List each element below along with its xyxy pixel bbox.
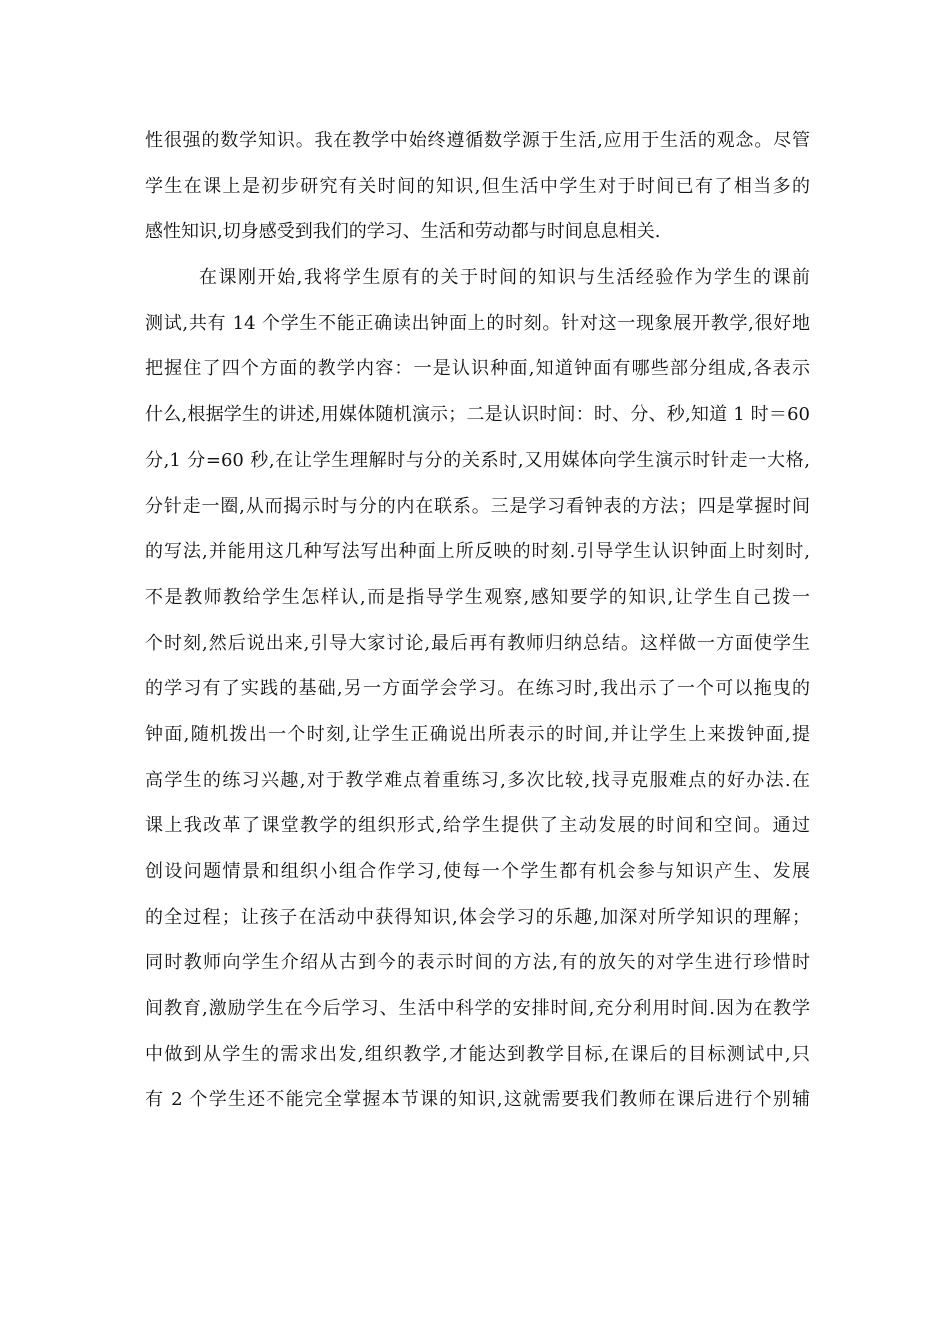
text-line: 创设问题情景和组织小组合作学习,使每一个学生都有机会参与知识产生、发展 — [145, 861, 810, 882]
text-line: 感性知识,切身感受到我们的学习、生活和劳动都与时间息息相关. — [145, 221, 661, 243]
paragraph — [145, 118, 810, 255]
body-text — [145, 118, 810, 1123]
text-line: 不是教师教给学生怎样认,而是指导学生观察,感知要学的知识,让学生自己拨一 — [145, 586, 810, 608]
paragraph — [145, 255, 810, 1123]
text-line: 测试,共有 14 个学生不能正确读出钟面上的时刻。针对这一现象展开教学,很好地 — [145, 312, 810, 334]
text-line: 分针走一圈,从而揭示时与分的内在联系。三是学习看钟表的方法；四是掌握时间 — [145, 495, 810, 517]
text-line: 性很强的数学知识。我在教学中始终遵循数学源于生活,应用于生活的观念。尽管 — [145, 130, 810, 151]
text-line: 有 2 个学生还不能完全掌握本节课的知识,这就需要我们教师在课后进行个别辅 — [145, 1089, 810, 1111]
text-line: 高学生的练习兴趣,对于教学难点着重练习,多次比较,找寻克服难点的好办法.在 — [145, 769, 810, 791]
text-line: 同时教师向学生介绍从古到今的表示时间的方法,有的放矢的对学生进行珍惜时 — [145, 952, 810, 974]
text-line: 的全过程；让孩子在活动中获得知识,体会学习的乐趣,加深对所学知识的理解； — [145, 906, 810, 928]
text-line: 间教育,激励学生在今后学习、生活中科学的安排时间,充分利用时间.因为在教学 — [145, 998, 810, 1020]
text-line: 分,1 分=60 秒,在让学生理解时与分的关系时,又用媒体向学生演示时针走一大格, — [145, 449, 810, 471]
text-line: 中做到从学生的需求出发,组织教学,才能达到教学目标,在课后的目标测试中,只 — [145, 1043, 810, 1065]
text-line: 学生在课上是初步研究有关时间的知识,但生活中学生对于时间已有了相当多的 — [145, 175, 810, 197]
text-line: 课上我改革了课堂教学的组织形式,给学生提供了主动发展的时间和空间。通过 — [145, 815, 810, 837]
text-line: 个时刻,然后说出来,引导大家讨论,最后再有教师归纳总结。这样做一方面使学生 — [145, 632, 810, 654]
text-line: 的学习有了实践的基础,另一方面学会学习。在练习时,我出示了一个可以拖曳的 — [145, 678, 810, 700]
text-line: 把握住了四个方面的教学内容：一是认识种面,知道钟面有哪些部分组成,各表示 — [145, 358, 810, 380]
text-line: 什么,根据学生的讲述,用媒体随机演示；二是认识时间：时、分、秒,知道 1 时＝60 — [145, 404, 810, 426]
text-line: 的写法,并能用这几种写法写出种面上所反映的时刻.引导学生认识钟面上时刻时, — [145, 541, 810, 563]
text-line: 在课刚开始,我将学生原有的关于时间的知识与生活经验作为学生的课前 — [199, 267, 810, 289]
text-line: 钟面,随机拨出一个时刻,让学生正确说出所表示的时间,并让学生上来拨钟面,提 — [145, 723, 810, 745]
